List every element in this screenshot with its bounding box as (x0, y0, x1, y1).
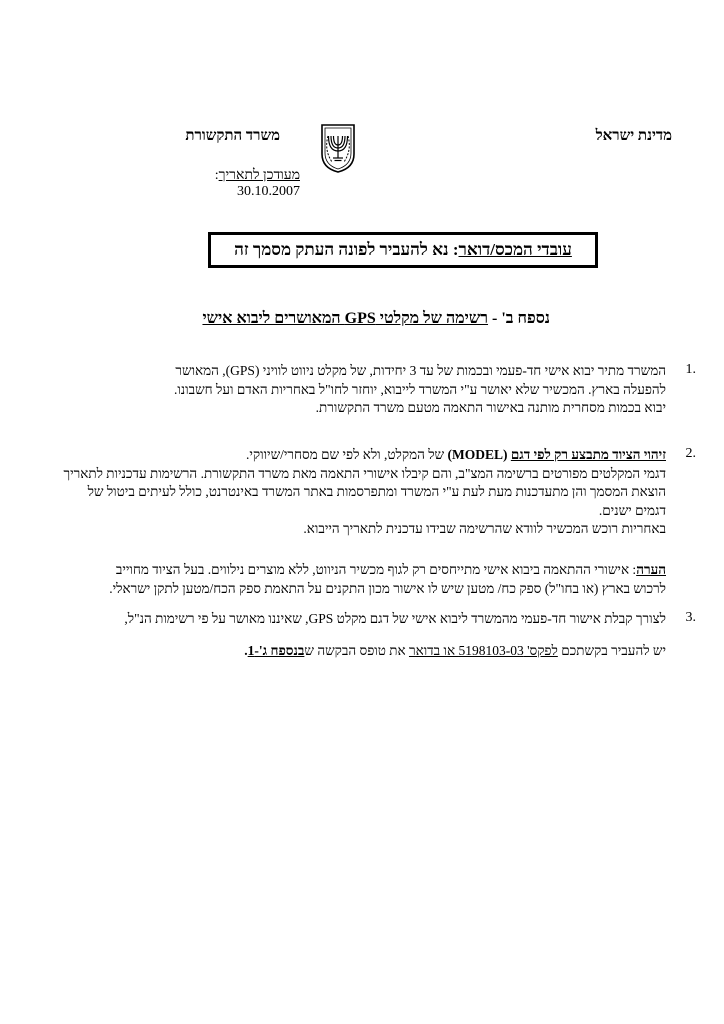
section-2-heading-rest: של המקלט, ולא לפי שם מסחרי/שיווקי. (245, 447, 448, 462)
note-block (109, 561, 666, 598)
section-1-text (173, 362, 666, 418)
warning-text: : נא להעביר לפונה העתק מסמך זה (234, 240, 459, 259)
model-term: (MODEL) (447, 447, 508, 462)
section-1-line: להפעלה בארץ. המכשיר שלא יאושר ע"י המשרד לייבוא, יוחזר לחו"ל באחריות האדם ועל חשבונו. (173, 381, 666, 397)
note-line-1-text: : אישורי ההתאמה ביבוא אישי מתייחסים רק לגוף מכשיר הניווט, ללא מוצרים נילווים. בעל הציוד מחוייב (115, 562, 637, 577)
annex-prefix: נספח ב' - (488, 310, 550, 327)
annex-c1-reference[interactable]: בנספח ג'-1 (247, 642, 305, 658)
updated-value: 30.10.2007 (237, 184, 300, 199)
note-label: הערה (636, 562, 666, 577)
section-3-end: . (244, 642, 248, 658)
section-2-line: באחריות רוכש המכשיר לוודא שהרשימה שבידו עדכנית לתאריך הייבוא. (303, 521, 666, 536)
section-1-number: 1. (685, 362, 696, 377)
note-line-2: לרכוש בארץ (או בחו"ל) ספק כח/ מטען שיש לו אישור מכון התקנים על התאמת ספק הכח/מטען לתקן ישראלי. (109, 580, 666, 596)
annex-name: רשימה של מקלטי GPS המאושרים ליבוא אישי (202, 310, 489, 327)
section-2-heading (98, 446, 666, 465)
section-2-heading-emph: זיהוי הציוד מתבצע רק לפי דגם (510, 447, 666, 462)
section-1-line: יבוא בכמות מסחרית מותנה באישור התאמה מטעם משרד התקשורת. (315, 400, 666, 415)
section-3-line-2 (150, 642, 666, 661)
section-2-line: דגמי המקלטים מפורטים ברשימה המצ"ב, והם קיבלו אישורי התאמה מאת משרד התקשורת. הרשימות עדכניות לתאריך (63, 465, 666, 481)
ministry-name: משרד התקשורת (185, 128, 280, 144)
customs-warning-box (208, 232, 598, 268)
send-prefix: יש להעביר בקשתכם (557, 642, 666, 658)
section-2-line: דגמים ישנים. (598, 502, 666, 518)
section-2-number: 2. (685, 446, 696, 461)
annex-title (150, 310, 550, 328)
section-3-number: 3. (685, 610, 696, 625)
warning-addressee: עובדי המכס/דואר (458, 240, 572, 259)
note-line-1 (115, 561, 666, 580)
updated-label: מעודכן לתאריך (218, 168, 300, 183)
state-emblem-icon (318, 122, 358, 174)
fax-mail-link[interactable]: לפקס' 5198103-03 או בדואר (408, 642, 558, 658)
section-1-line: המשרד מתיר יבוא אישי חד-פעמי ובכמות של עד 3 יחידות, של מקלט ניווט לוויני (GPS), המאושר (175, 363, 666, 378)
section-2-text (63, 446, 666, 539)
section-3-line-1: לצורך קבלת אישור חד-פעמי מהמשרד ליבוא אישי של דגם מקלט GPS, שאיננו מאושר על פי רשימות הנ"ל, (124, 611, 666, 626)
send-mid: את טופס הבקשה ש (304, 642, 409, 658)
section-3-text (124, 610, 666, 660)
section-2-line: הוצאת המסמך והן מתעדכנות מעת לעת ע"י המשרד ומתפרסמות באתר המשרד באינטרנט, כולל לעיתים ביטול של (87, 484, 666, 499)
updated-date: מעודכן לתאריך: 30.10.2007 (214, 168, 300, 199)
state-name: מדינת ישראל (595, 128, 672, 144)
